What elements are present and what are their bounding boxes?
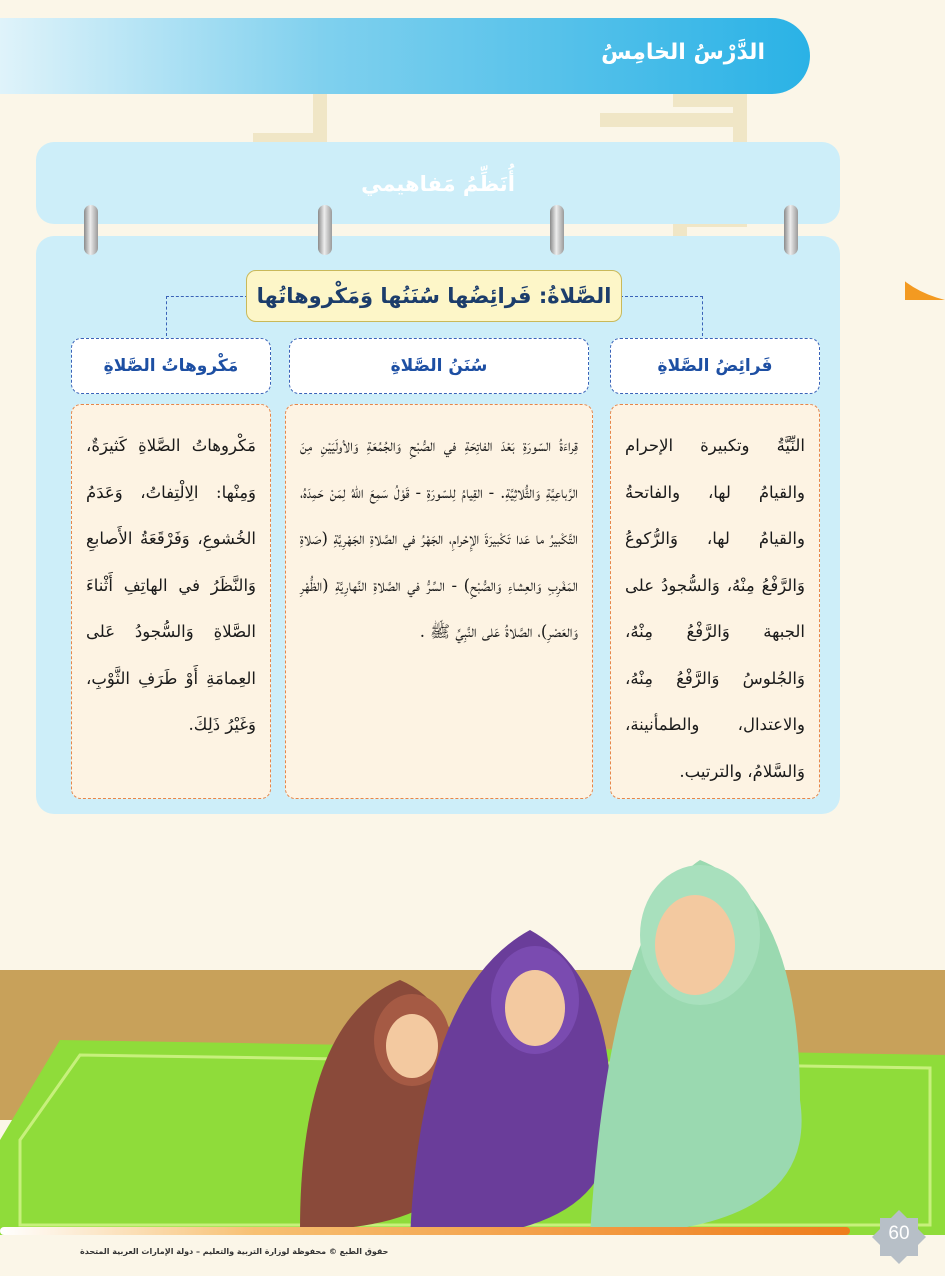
heading-makruhat: مَكْروهاتُ الصَّلاةِ [71,338,271,394]
organizer-title: أُنَظِّمُ مَفاهيمي [361,172,515,196]
sunan-text: قِراءَةُ السّورَةِ بَعْدَ الفاتِحَةِ في الصُّبْحِ وَالجُمُعَةِ وَالأولَيَيْنِ مِنَ الرَّباعِيَّةِ وَالثُّلاثِيَّةِ. - القِيامُ لِلسّورَةِ - قَوْلُ سَمِعَ اللهُ لِمَنْ حَمِدَهُ، التَّكْبيرُ ما عَدا تَكْبيرَةَ الإِحْرامِ، الجَهْرُ في الصَّلاةِ الجَهْرِيَّةِ (صَلاةِ المَغْرِبِ وَالعِشاءِ وَالصُّبْحِ) - السِّرُّ في الصَّلاةِ النَّهارِيَّةِ (الظُّهْرِ وَالعَصْرِ)، الصَّلاةُ عَلى النَّبِيِّ ﷺ . [285,404,593,799]
connector-line [620,296,703,336]
connector-line [166,296,248,336]
page-number: 60 [888,1223,910,1244]
binder-ring [84,205,98,255]
faraid-text: النِّيَّةُ وتكبيرة الإحرام والقيامُ لها، والفاتحةُ والقيامُ لها، وَالرُّكوعُ وَالرَّفْعُ مِنْهُ، وَالسُّجودُ على الجبهة وَالرَّفْعُ مِنْهُ، وَالجُلوسُ وَالرَّفْعُ مِنْهُ، والاعتدال، والطمأنينة، وَالسَّلامُ، والترتيب. [610,404,820,799]
footer-line [0,1227,850,1235]
center-concept: الصَّلاةُ: فَرائِضُها سُنَنُها وَمَكْروهاتُها [246,270,622,322]
binder-ring [550,205,564,255]
binder-ring [784,205,798,255]
praying-girls-illustration [0,840,945,1235]
makruhat-text: مَكْروهاتُ الصَّلاةِ كَثيرَةٌ، وَمِنْها: الِالْتِفاتُ، وَعَدَمُ الخُشوعِ، وَفَرْقَعَةُ الأَصابعِ وَالنَّظَرُ في الهاتِفِ أَثْناءَ الصَّلاةِ وَالسُّجودُ عَلى العِمامَةِ أَوْ طَرَفِ الثَّوْبِ، وَغَيْرُ ذَلِكَ. [71,404,271,799]
heading-faraid: فَرائِضُ الصَّلاةِ [610,338,820,394]
binder-ring [318,205,332,255]
heading-sunan: سُنَنُ الصَّلاةِ [289,338,589,394]
lesson-title: الدَّرْسُ الخامِسُ [601,40,765,65]
organizer-header [36,142,840,224]
copyright-text: حقوق الطبع © محفوظة لوزارة التربية والتعليم – دولة الإمارات العربية المتحدة [80,1247,389,1256]
